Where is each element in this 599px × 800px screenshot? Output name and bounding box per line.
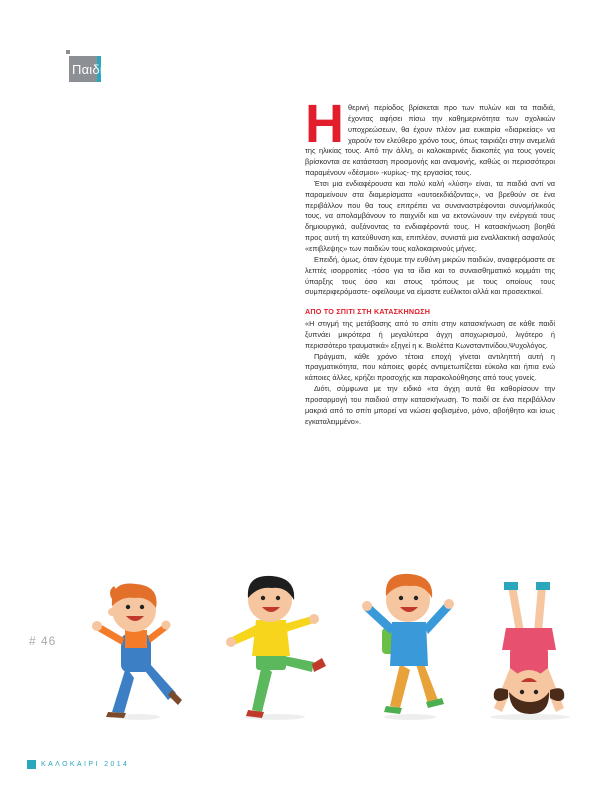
subheading: ΑΠΟ ΤΟ ΣΠΙΤΙ ΣΤΗ ΚΑΤΑΣΚΗΝΩΣΗ xyxy=(305,307,431,317)
paragraph-4: Πράγματι, κάθε χρόνο τέτοια εποχή γίνεται αντιληπτή αυτή η πραγματικότητα, που κάποιες φορές αντιμετωπίζεται εύκολα και ήπια ενώ κάποιες άλλες, κρήζει προσοχής και παρακολούθησης από τους γονείς. xyxy=(305,351,555,383)
kid-yellow-shirt xyxy=(226,576,326,720)
paragraph-1: θερινή περίοδος βρίσκεται προ των πυλών και τα παιδιά, έχοντας αφήσει πίσω την καθημερινότητα των σχολικών υποχρεώσεων, θα έχουν πλέον μια ευκαιρία «διαρκείας» να χαρούν τον ελεύθερο χρόνο τους, όπως ταιριάζει στην ανεμελιά της ηλικίας τους. Από την άλλη, οι καλοκαιρινές διακοπές για τους γονείς βρίσκονται σε κατάσταση προσμονής και αναμονής, καθώς οι περισσότεροι παραμένουν «δέσμιοι» -κυρίως- της εργασίας τους. xyxy=(305,103,555,178)
article-body xyxy=(305,94,555,427)
drop-cap: Η xyxy=(305,94,344,154)
tab-dot xyxy=(66,50,70,54)
kids-illustration xyxy=(90,572,580,722)
section-label: Παιδί xyxy=(72,62,103,77)
page-number: # 46 xyxy=(29,634,57,648)
paragraph-5: Διότι, σύμφωνα με την ειδικό «τα άγχη αυτά θα καθορίσουν την προσαρμογή του παιδιού στην κατασκήνωση. Το παιδί σε ένα περιβάλλον μακριά από το σπίτι μπορεί να νιώσει φοβισμένο, μόνο, αβοήθητο και ίσως εγκαταλειμμένο». xyxy=(305,384,555,426)
kid-handstand-girl xyxy=(490,582,570,720)
paragraph-3: Επειδή, όμως, όταν έχουμε την ευθύνη μικρών παιδιών, αναφερόμαστε σε λεπτές ισορροπίες -τόσο για τα ίδια και το συναισθηματικό κομμάτι της ύπαρξης τους όσο και στους τρόπους με τους οποίους τους συμπεριφερόμαστε- οφείλουμε να είμαστε ευέλικτοι αλλά και προσεκτικοί. xyxy=(305,254,555,297)
paragraph-2: Έτσι μια ενδιαφέρουσα και πολύ καλή «λύση» είναι, τα παιδιά αντί να παραμείνουν στα διαμερίσματα «αυτοεκδιάζοντας», να βρεθούν σε ένα περιβάλλον που θα τους επιτρέπει να συναναστρέφονται συνομήλικούς τους, να απολαμβάνουν το παιχνίδι και να εκτονώνουν την ενέργειά τους δημιουργικά, αυξάνοντας τα ενδιαφέροντά τους. Η κατασκήνωση βοηθά προς αυτή τη κατεύθυνση και, επιπλέον, συνιστά μια εναλλακτική ασφαλούς «επιβλεψης» των παιδιών τους καλοκαιρινούς μήνες. xyxy=(305,178,555,253)
quote-paragraph: «Η στιγμή της μετάβασης από το σπίτι στην κατασκήνωση σε κάθε παιδί ξυπνάει μικρότερα ή μεγαλύτερα άγχη αποχωρισμού, λιγότερο ή περισσότερο τραυματικά» εξηγεί η κ. Βιολέττα Κωνσταντινίδου,Ψυχολόγος. xyxy=(305,319,555,350)
footer-square-icon xyxy=(27,760,36,769)
footer-text: ΚΑΛΟΚΑΙΡΙ 2014 xyxy=(41,761,130,768)
kid-overalls xyxy=(92,583,182,720)
kid-blue-shirt xyxy=(362,574,454,720)
section-tab xyxy=(69,56,101,82)
